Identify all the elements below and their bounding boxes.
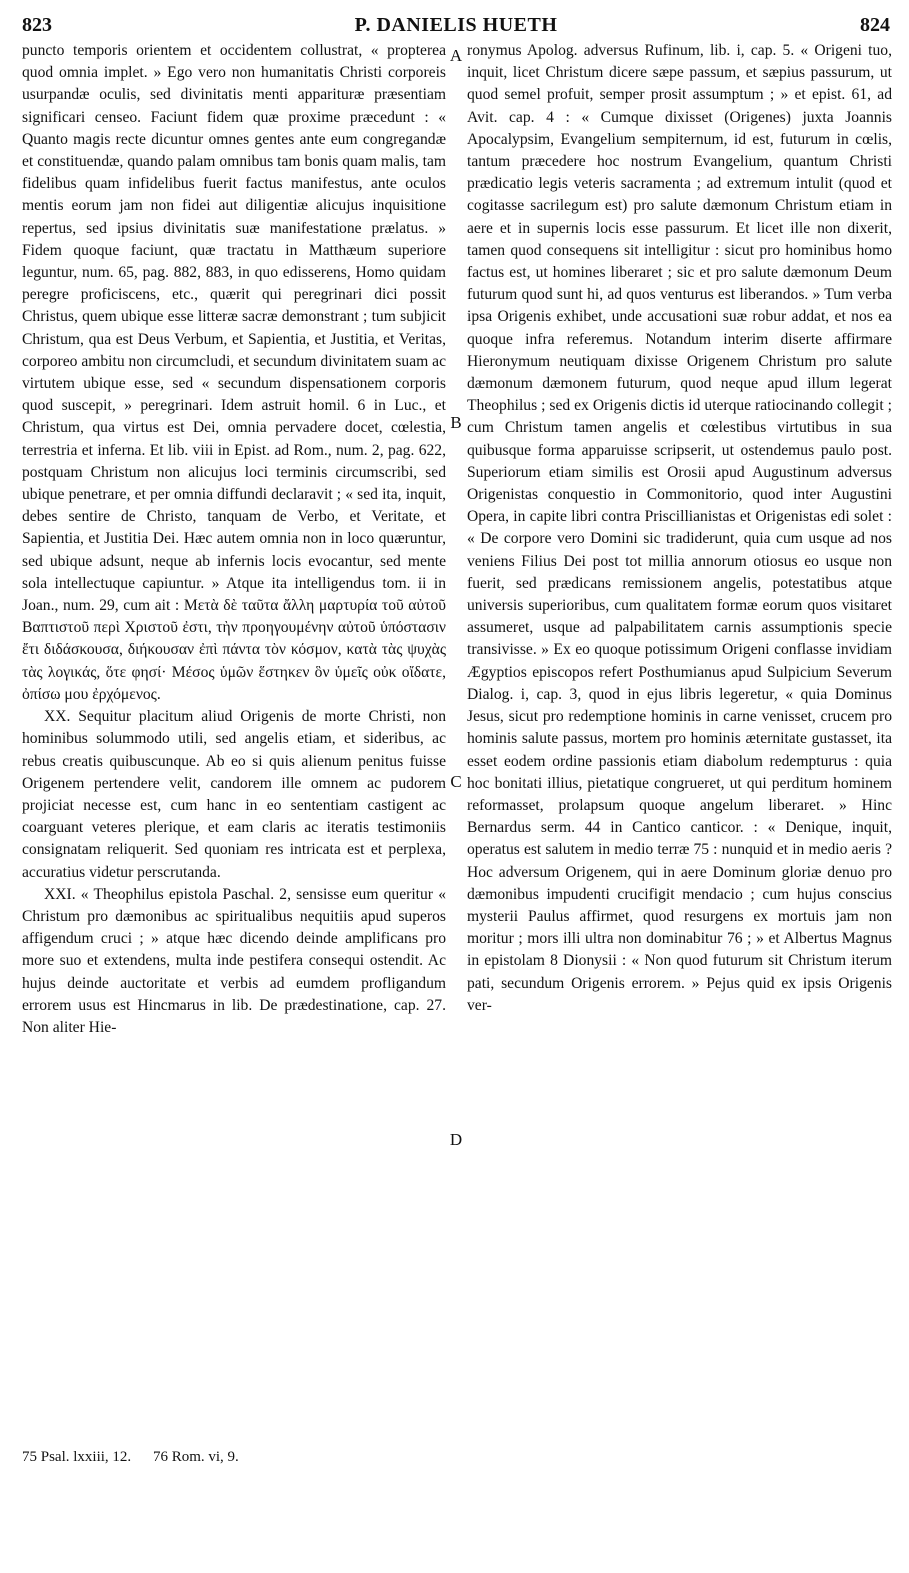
page-number-left: 823 <box>22 14 52 36</box>
left-paragraph-3: XXI. « Theophilus epistola Paschal. 2, sensisse eum queritur « Christum pro dæmonibus ac spiritualibus nequitiis apud superos affigendum cruci ; » atque hæc dicendo deinde amplificans pro more suo et extendens, multa inde pestifera consequi ostendit. Ac hujus deinde auctoritate et verbis ad eumdem profligandum errorem usus est Hincmarus in lib. De prædestinatione, cap. 27. Non aliter Hie- <box>22 885 446 1036</box>
margin-marker-a: A <box>449 46 463 65</box>
left-column <box>22 40 446 1435</box>
footnote-75: 75 Psal. lxxiii, 12. <box>22 1449 132 1465</box>
footnotes <box>22 1447 446 1467</box>
running-title: P. DANIELIS HUETH <box>354 14 558 36</box>
margin-marker-d: D <box>449 1130 463 1149</box>
right-column <box>467 40 892 1435</box>
right-paragraph-1: ronymus Apolog. adversus Rufinum, lib. i, cap. 5. « Origeni tuo, inquit, licet Christum dicere sæpe passum, et sæpius passurum, ut quod semel profuit, semper prosit assumptum ; » et epist. 61, ad Avit. cap. 4 : « Cumque dixisset (Origenes) juxta Joannis Apocalypsim, Evangelium sempiternum, id est, futurum in cœlis, tantum præcedere hoc nostrum Evangelium, quantum Christi prædicatio legis veteris sacramenta ; ad extremum intulit (quod et cogitasse sacrilegum est) pro salute dæmonum Christum etiam in aere et in supernis locis esse passurum. Et licet ille non dixerit, tamen quod consequens sit intelligitur : sicut pro hominibus homo factus est, ut homines liberaret ; sic et pro salute dæmonum Deum futurum quod sunt hi, ad quos venturus est liberandos. » Tum verba ipsa Origenis exhibet, unde accusationi suæ robur addat, et nos ea quoque infra referemus. Notandum interim diserte affirmare Hieronymum neutiquam dixisse Origenem Christum pro salute dæmonum dæmonem futurum, quod neque apud illum legerat Theophilus ; sed ex Origenis dictis id uterque ratiocinando collegit ; cum Christum tamen angelis et cœlestibus virtutibus in sua quibusque forma apparuisse scripserit, ut ostendemus paulo post. Superiorum etiam similis est Orosii apud Augustinum adversus Origenistas conquestio in Commonitorio, quod inter Augustini Opera, in capite libri contra Priscillianistas et Origenistas edi solet : « De corpore vero Domini sic tradiderunt, quia cum usque ad nos veniens Filius Dei post tot millia annorum otiosus eo usque non fuerit, sed prædicans remissionem angelis, potestatibus atque universis superioribus, cum qualitatem formæ eorum quos visitaret assumeret, usque ad palpabilitatem carnis assumptionis specie transivisse. » Ex eo quoque potissimum Origeni conflasse invidiam Ægyptios episcopos refert Posthumianus apud Sulpicium Severum Dialog. i, cap. 3, quod in ejus libris legeretur, « quia Dominus Jesus, sicut pro redemptione hominis in carne venisset, crucem pro hominis salute passus, mortem pro hominis æternitate gustasset, ita esset eodem ordine passionis etiam diabolum redempturus : quia hoc bonitati illius, pietatique congrueret, ut qui perditum hominem reformasset, prolapsum quoque angelum liberaret. » Hinc Bernardus serm. 44 in Cantico canticor. : « Denique, inquit, operatus est salutem in medio terræ 75 : nunquid et in medio aeris ? Hoc adversum Origenem, qui in aere Dominum gloriæ denuo pro dæmonibus impudenti crucifigit mendacio ; cum hujus conscius mysterii Paulus affirmet, quod resurgens ex mortuis jam non moritur ; mors illi ultra non dominabitur 76 ; » et Albertus Magnus in epistolam 8 Dionysii : « Non quod futurum sit Christum iterum pati, secundum Origenis errorem. » Pejus quid ex ipsis Origenis ver- <box>467 42 892 1014</box>
left-paragraph-1: puncto temporis orientem et occidentem collustrat, « propterea quod omnia implet. » Ego vero non humanitatis Christi corporeis usurpandæ oculis, sed divinitatis menti apparituræ præsentiam significari censeo. Faciunt fidem quæ proxime præcedunt : « Quanto magis recte dicuntur omnes gentes ante eum congregandæ et constituendæ, quando palam omnibus tam bonis quam malis, tam fidelibus quam infidelibus fuerit factus manifestus, ante oculos mentis eorum jam non fidei aut diligentiæ alicujus inquisitione repertus, sed ipsius divinitatis suæ manifestatione prælatus. » Fidem quoque faciunt, quæ tractatu in Matthæum superiore leguntur, num. 65, pag. 882, 883, in quo edisserens, Homo quidam peregre proficiscens, etc., quærit qui peregrinari dici possit Christus, quem ubique esse litteræ sacræ demonstrant ; tum subjicit Christum, qua est Deus Verbum, et Sapientia, et Justitia, et Veritas, corporeo ambitu non circumcludi, et secundum divinitatem suam ac virtutem ubique esse, sed « secundum dispensationem corporis quod suscepit, » peregrinari. Idem astruit homil. 6 in Luc., et Christum, qua virtus est Dei, omnia pervadere docet, cœlestia, terrestria et inferna. Et lib. viii in Epist. ad Rom., num. 2, pag. 622, postquam Christum non alicujus loci terminis circumscribi, sed ubique penetrare, et per omnia diffundi declaravit ; « sed ita, inquit, debes sentire de Christo, tanquam de Verbo, et Veritate, et Sapientia, et Justitia Dei. Hæc autem omnia non in loco quæruntur, sed ubique adsunt, neque ab infernis locis evocantur, sed mente sola intellectuque capiuntur. » Atque ita intelligendus tom. ii in Joan., num. 29, cum ait : Μετὰ δὲ ταῦτα ἄλλη μαρτυρία τοῦ αὐτοῦ Βαπτιστοῦ περὶ Χριστοῦ ἐστι, τὴν προηγουμένην αὐτοῦ ὑπόστασιν ἔτι διδάσκουσα, διήκουσαν ἐπὶ πάντα τὸν κόσμον, κατὰ τὰς ψυχὰς τὰς λογικάς, ὅτε φησί· Μέσος ὑμῶν ἕστηκεν ὃν ὑμεῖς οὐκ οἴδατε, ὀπίσω μου ἐρχόμενος. <box>22 42 446 703</box>
footnote-76: 76 Rom. vi, 9. <box>152 1449 239 1465</box>
page-header <box>22 14 890 42</box>
margin-marker-b: B <box>450 413 462 432</box>
page-number-right: 824 <box>860 14 890 36</box>
margin-marker-c: C <box>450 772 462 791</box>
left-paragraph-2: XX. Sequitur placitum aliud Origenis de morte Christi, non hominibus solummodo utili, sed angelis etiam, et sideribus, ac rebus creatis quibuscunque. Ab eo si quis alienum penitus fuisse Origenem pertendere velit, candorem ille omnem ac pudorem projiciat necesse est, cum hanc in eo sententiam castigent ac coarguant veteres plerique, et eam claris ac iteratis testimoniis consignatam reliquerit. Sed quoniam res intricata est et perplexa, accuratius videtur perscrutanda. <box>22 708 446 881</box>
